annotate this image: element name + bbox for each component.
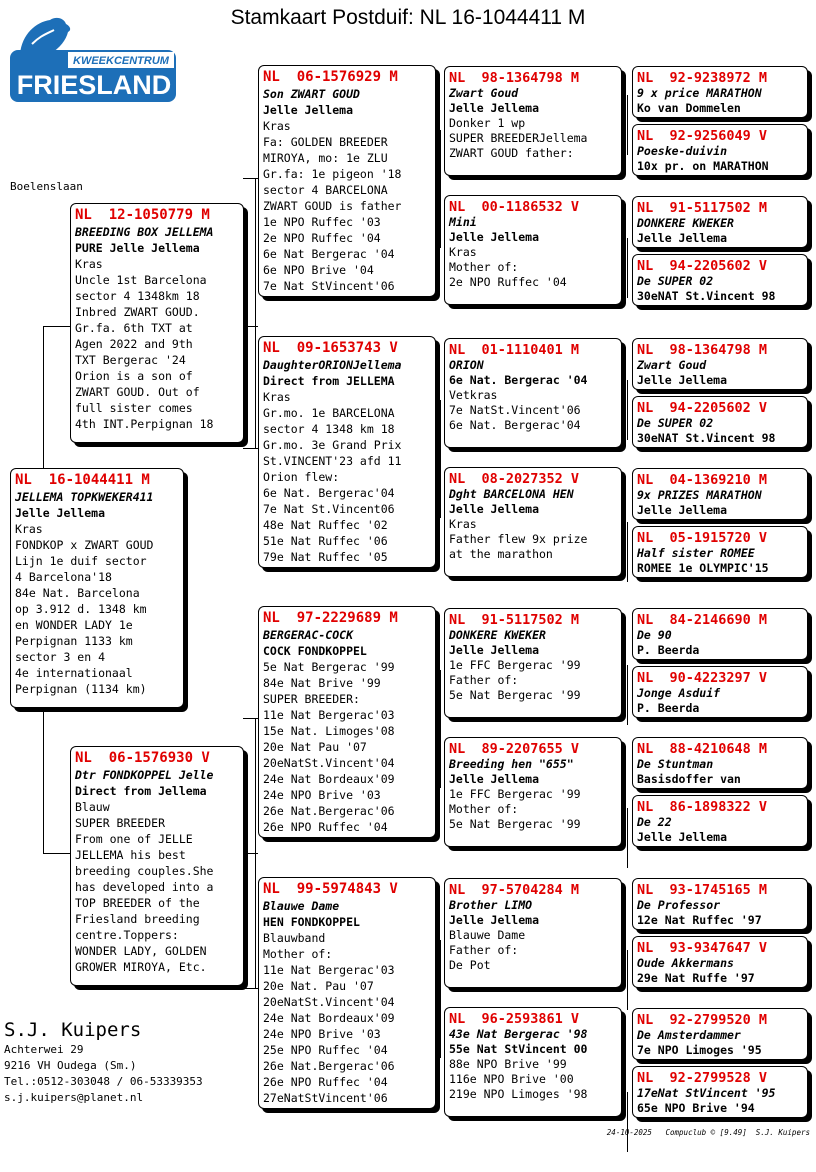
ring-number: NL 84-2146690 M xyxy=(637,612,768,628)
ring-number: NL 91-5117502 M xyxy=(637,200,768,216)
pigeon-owner: Jelle Jellema xyxy=(637,503,728,517)
detail-line: Kras xyxy=(15,522,43,536)
detail-line: Gr.mo. 1e BARCELONA xyxy=(263,406,395,420)
ring-number: NL 93-1745165 M xyxy=(637,882,768,898)
pigeon-card-fm[interactable] xyxy=(258,336,436,568)
detail-line: en WONDER LADY 1e xyxy=(15,618,133,632)
pigeon-card-gen4[interactable] xyxy=(632,1008,808,1060)
detail-line: SUPER BREEDER xyxy=(75,816,166,830)
pigeon-name: De Professor xyxy=(637,898,721,912)
pigeon-owner: Jelle Jellema xyxy=(449,502,540,516)
pigeon-owner: 6e Nat. Bergerac '04 xyxy=(449,373,588,387)
pigeon-name: BREEDING BOX JELLEMA xyxy=(75,225,214,239)
pigeon-card-gen3[interactable] xyxy=(444,195,622,305)
pigeon-card-subject[interactable] xyxy=(10,468,184,708)
pigeon-card-gen4[interactable] xyxy=(632,468,808,520)
detail-line: 25e NPO Ruffec '04 xyxy=(263,1043,388,1057)
pigeon-card-mother[interactable] xyxy=(70,746,244,986)
ring-number: NL 09-1653743 V xyxy=(263,340,398,356)
detail-line: 2e NPO Ruffec '04 xyxy=(263,231,381,245)
detail-line: ZWART GOUD is father xyxy=(263,199,402,213)
ring-number: NL 92-9238972 M xyxy=(637,70,768,86)
pigeon-owner: Jelle Jellema xyxy=(449,772,540,786)
svg-text:FRIESLAND: FRIESLAND xyxy=(16,70,172,100)
detail-line: 20e Nat. Pau '07 xyxy=(263,979,374,993)
detail-line: FONDKOP x ZWART GOUD xyxy=(15,538,154,552)
detail-line: 6e Nat. Bergerac'04 xyxy=(263,486,395,500)
pigeon-owner: Jelle Jellema xyxy=(15,506,106,520)
detail-line: 24e Nat Bordeaux'09 xyxy=(263,1011,395,1025)
ring-number: NL 16-1044411 M xyxy=(15,472,150,488)
detail-line: 88e NPO Brive '99 xyxy=(449,1057,567,1071)
pigeon-card-gen4[interactable] xyxy=(632,396,808,448)
detail-line: ZWART GOUD father: xyxy=(449,146,574,160)
pigeon-card-gen3[interactable] xyxy=(444,338,622,448)
detail-line: Donker 1 wp xyxy=(449,116,526,130)
detail-line: 11e Nat Bergerac'03 xyxy=(263,963,395,977)
detail-line: Blauwband xyxy=(263,931,326,945)
breeder-contact xyxy=(4,1018,203,1106)
pigeon-owner: P. Beerda xyxy=(637,643,700,657)
detail-line: 6e Nat Bergerac '04 xyxy=(263,247,395,261)
detail-line: 24e Nat Bordeaux'09 xyxy=(263,772,395,786)
pigeon-name: Dtr FONDKOPPEL Jelle xyxy=(75,768,214,782)
pigeon-name: De Amsterdammer xyxy=(637,1028,741,1042)
detail-line: Blauwe Dame xyxy=(449,928,526,942)
pigeon-name: Blauwe Dame xyxy=(263,899,340,913)
detail-line: centre.Toppers: xyxy=(75,928,179,942)
detail-line: Friesland breeding xyxy=(75,912,200,926)
pigeon-card-gen4[interactable] xyxy=(632,666,808,718)
detail-line: 24e NPO Brive '03 xyxy=(263,788,381,802)
pigeon-name: ORION xyxy=(449,358,484,372)
pigeon-owner: 7e NPO Limoges '95 xyxy=(637,1043,762,1057)
pigeon-owner: Jelle Jellema xyxy=(637,373,728,387)
detail-line: Fa: GOLDEN BREEDER xyxy=(263,135,388,149)
pigeon-owner: 30eNAT St.Vincent 98 xyxy=(637,431,776,445)
detail-line: Orion is a son of xyxy=(75,369,193,383)
pigeon-card-gen3[interactable] xyxy=(444,737,622,847)
pigeon-card-gen4[interactable] xyxy=(632,1066,808,1118)
detail-line: 51e Nat Ruffec '06 xyxy=(263,534,388,548)
pigeon-card-gen3[interactable] xyxy=(444,1007,622,1117)
detail-line: sector 3 en 4 xyxy=(15,650,106,664)
pigeon-card-gen4[interactable] xyxy=(632,196,808,248)
detail-line: 1e NPO Ruffec '03 xyxy=(263,215,381,229)
detail-line: 5e Nat Bergerac '99 xyxy=(263,660,395,674)
ring-number: NL 99-5974843 V xyxy=(263,881,398,897)
pigeon-name: 17eNat StVincent '95 xyxy=(637,1086,776,1100)
detail-line: 11e Nat Bergerac'03 xyxy=(263,708,395,722)
detail-line: MIROYA, mo: 1e ZLU xyxy=(263,151,388,165)
pigeon-name: Half sister ROMEE xyxy=(637,546,755,560)
pigeon-owner: COCK FONDKOPPEL xyxy=(263,644,367,658)
pigeon-owner: Basisdoffer van xyxy=(637,772,741,786)
detail-line: Kras xyxy=(75,257,103,271)
pigeon-owner: ROMEE 1e OLYMPIC'15 xyxy=(637,561,769,575)
pigeon-card-gen3[interactable] xyxy=(444,467,622,577)
pigeon-card-gen3[interactable] xyxy=(444,608,622,718)
detail-line: 48e Nat Ruffec '02 xyxy=(263,518,388,532)
ring-number: NL 98-1364798 M xyxy=(637,342,768,358)
pigeon-card-gen4[interactable] xyxy=(632,254,808,306)
detail-line: 26e Nat.Bergerac'06 xyxy=(263,1059,395,1073)
detail-line: Kras xyxy=(449,245,477,259)
detail-line: sector 4 BARCELONA xyxy=(263,183,388,197)
pigeon-owner: 65e NPO Brive '94 xyxy=(637,1101,755,1115)
detail-line: From one of JELLE xyxy=(75,832,193,846)
pigeon-card-gen4[interactable] xyxy=(632,526,808,578)
ring-number: NL 89-2207655 V xyxy=(449,741,580,757)
ring-number: NL 06-1576930 V xyxy=(75,750,210,766)
ring-number: NL 08-2027352 V xyxy=(449,471,580,487)
detail-line: has developed into a xyxy=(75,880,214,894)
kweekcentrum-friesland-logo xyxy=(10,14,176,102)
pigeon-card-gen4[interactable] xyxy=(632,795,808,847)
pigeon-card-gen4[interactable] xyxy=(632,737,808,789)
pigeon-name: DONKERE KWEKER xyxy=(637,216,734,230)
detail-line: ZWART GOUD. Out of xyxy=(75,385,200,399)
detail-line: SUPER BREEDERJellema xyxy=(449,131,588,145)
breeder-email[interactable]: s.j.kuipers@planet.nl xyxy=(4,1091,144,1104)
detail-line: TOP BREEDER of the xyxy=(75,896,200,910)
detail-line: 26e NPO Ruffec '04 xyxy=(263,820,388,834)
pigeon-name: Poeske-duivin xyxy=(637,144,728,158)
ring-number: NL 94-2205602 V xyxy=(637,400,768,416)
detail-line: Kras xyxy=(263,119,291,133)
detail-line: De Pot xyxy=(449,958,491,972)
breeder-phone: Tel.:0512-303048 / 06-53339353 xyxy=(4,1075,203,1088)
pigeon-owner: 55e Nat StVincent 00 xyxy=(449,1042,588,1056)
ring-number: NL 93-9347647 V xyxy=(637,940,768,956)
ring-number: NL 06-1576929 M xyxy=(263,69,398,85)
pigeon-name: De SUPER 02 xyxy=(637,274,714,288)
breeder-address-line: Achterwei 29 xyxy=(4,1043,84,1056)
footer-credit: 24-10-2025 Compuclub © [9.49] S.J. Kuipers xyxy=(606,1128,810,1137)
pigeon-card-gen4[interactable] xyxy=(632,338,808,390)
pigeon-owner: 30eNAT St.Vincent 98 xyxy=(637,289,776,303)
detail-line: 26e Nat.Bergerac'06 xyxy=(263,804,395,818)
pigeon-name: BERGERAC-COCK xyxy=(263,628,354,642)
pigeon-card-mf[interactable] xyxy=(258,606,436,838)
detail-line: 7e Nat StVincent'06 xyxy=(263,279,395,293)
detail-line: Mother of: xyxy=(449,802,519,816)
detail-line: 7e Nat St.Vincent06 xyxy=(263,502,395,516)
pigeon-owner: Jelle Jellema xyxy=(637,231,728,245)
pigeon-owner: Jelle Jellema xyxy=(263,103,354,117)
detail-line: 20e Nat Pau '07 xyxy=(263,740,367,754)
detail-line: 6e Nat. Bergerac'04 xyxy=(449,418,581,432)
pigeon-name: Mini xyxy=(449,215,477,229)
detail-line: 26e NPO Ruffec '04 xyxy=(263,1075,388,1089)
pigeon-name: DONKERE KWEKER xyxy=(449,628,546,642)
detail-line: Kras xyxy=(263,390,291,404)
pigeon-name: De 90 xyxy=(637,628,672,642)
pigeon-card-gen4[interactable] xyxy=(632,936,808,988)
ring-number: NL 88-4210648 M xyxy=(637,741,768,757)
pigeon-owner: Direct from Jellema xyxy=(75,784,207,798)
pigeon-name: Jonge Asduif xyxy=(637,686,721,700)
detail-line: 7e NatSt.Vincent'06 xyxy=(449,403,581,417)
detail-line: breeding couples.She xyxy=(75,864,214,878)
detail-line: Perpignan (1134 km) xyxy=(15,682,147,696)
detail-line: 219e NPO Limoges '98 xyxy=(449,1087,588,1101)
detail-line: 24e NPO Brive '03 xyxy=(263,1027,381,1041)
detail-line: 4th INT.Perpignan 18 xyxy=(75,417,214,431)
detail-line: sector 4 1348km 18 xyxy=(75,289,200,303)
detail-line: GROWER MIROYA, Etc. xyxy=(75,960,207,974)
detail-line: 15e Nat. Limoges'08 xyxy=(263,724,395,738)
detail-line: 20eNatSt.Vincent'04 xyxy=(263,995,395,1009)
detail-line: full sister comes xyxy=(75,401,193,415)
ring-number: NL 97-5704284 M xyxy=(449,882,580,898)
breeder-address-line: 9216 VH Oudega (Sm.) xyxy=(4,1059,137,1072)
pigeon-name: Breeding hen "655" xyxy=(449,757,574,771)
pigeon-name: 9x PRIZES MARATHON xyxy=(637,488,762,502)
pigeon-card-gen4[interactable] xyxy=(632,66,808,118)
ring-number: NL 04-1369210 M xyxy=(637,472,768,488)
pigeon-card-ff[interactable] xyxy=(258,65,436,297)
ring-number: NL 00-1186532 V xyxy=(449,199,580,215)
detail-line: Kras xyxy=(449,517,477,531)
svg-text:KWEEKCENTRUM: KWEEKCENTRUM xyxy=(73,55,169,67)
detail-line: Uncle 1st Barcelona xyxy=(75,273,207,287)
detail-line: 84e Nat. Barcelona xyxy=(15,586,140,600)
page-title: Stamkaart Postduif: NL 16-1044411 M xyxy=(230,6,586,29)
detail-line: WONDER LADY, GOLDEN xyxy=(75,944,207,958)
detail-line: Perpignan 1133 km xyxy=(15,634,133,648)
detail-line: 4e internationaal xyxy=(15,666,133,680)
detail-line: 116e NPO Brive '00 xyxy=(449,1072,574,1086)
pigeon-name: Dght BARCELONA HEN xyxy=(449,487,574,501)
detail-line: 5e Nat Bergerac '99 xyxy=(449,817,581,831)
detail-line: TXT Bergerac '24 xyxy=(75,353,186,367)
pigeon-card-gen3[interactable] xyxy=(444,878,622,988)
pigeon-card-gen4[interactable] xyxy=(632,878,808,930)
pigeon-icon xyxy=(20,18,70,54)
detail-line: sector 4 1348 km 18 xyxy=(263,422,395,436)
ring-number: NL 12-1050779 M xyxy=(75,207,210,223)
detail-line: Orion flew: xyxy=(263,470,340,484)
detail-line: Vetkras xyxy=(449,388,498,402)
ring-number: NL 86-1898322 V xyxy=(637,799,768,815)
detail-line: JELLEMA his best xyxy=(75,848,186,862)
ring-number: NL 98-1364798 M xyxy=(449,70,580,86)
pigeon-owner: Direct from JELLEMA xyxy=(263,374,395,388)
pigeon-owner: Jelle Jellema xyxy=(449,643,540,657)
pigeon-name: Zwart Goud xyxy=(637,358,707,372)
ring-number: NL 97-2229689 M xyxy=(263,610,398,626)
pigeon-name: De SUPER 02 xyxy=(637,416,714,430)
pigeon-name: Zwart Goud xyxy=(449,86,519,100)
detail-line: 27eNatStVincent'06 xyxy=(263,1091,388,1105)
detail-line: St.VINCENT'23 afd 11 xyxy=(263,454,402,468)
pigeon-owner: 10x pr. on MARATHON xyxy=(637,159,769,173)
detail-line: Mother of: xyxy=(449,260,519,274)
pigeon-owner: Ko van Dommelen xyxy=(637,101,741,115)
pigeon-name: 9 x price MARATHON xyxy=(637,86,762,100)
pigeon-name: Son ZWART GOUD xyxy=(263,87,360,101)
pigeon-name: Brother LIMO xyxy=(449,898,533,912)
detail-line: 6e NPO Brive '04 xyxy=(263,263,374,277)
pigeon-owner: 12e Nat Ruffec '97 xyxy=(637,913,762,927)
pigeon-name: De Stuntman xyxy=(637,757,714,771)
detail-line: Gr.mo. 3e Grand Prix xyxy=(263,438,402,452)
ring-number: NL 92-9256049 V xyxy=(637,128,768,144)
pigeon-owner: HEN FONDKOPPEL xyxy=(263,915,360,929)
ring-number: NL 96-2593861 V xyxy=(449,1011,580,1027)
ring-number: NL 94-2205602 V xyxy=(637,258,768,274)
detail-line: Inbred ZWART GOUD. xyxy=(75,305,200,319)
detail-line: 5e Nat Bergerac '99 xyxy=(449,688,581,702)
detail-line: Lijn 1e duif sector xyxy=(15,554,147,568)
detail-line: op 3.912 d. 1348 km xyxy=(15,602,147,616)
ring-number: NL 92-2799528 V xyxy=(637,1070,768,1086)
detail-line: at the marathon xyxy=(449,547,553,561)
ring-number: NL 92-2799520 M xyxy=(637,1012,768,1028)
breeder-name: S.J. Kuipers xyxy=(4,1019,142,1041)
pigeon-card-gen3[interactable] xyxy=(444,66,622,176)
ring-number: NL 90-4223297 V xyxy=(637,670,768,686)
detail-line: Gr.fa: 1e pigeon '18 xyxy=(263,167,402,181)
detail-line: 1e FFC Bergerac '99 xyxy=(449,787,581,801)
detail-line: 20eNatSt.Vincent'04 xyxy=(263,756,395,770)
detail-line: Gr.fa. 6th TXT at xyxy=(75,321,193,335)
detail-line: Father flew 9x prize xyxy=(449,532,588,546)
pigeon-owner: Jelle Jellema xyxy=(449,101,540,115)
detail-line: Blauw xyxy=(75,800,110,814)
location-label: Boelenslaan xyxy=(10,180,83,193)
pigeon-name: 43e Nat Bergerac '98 xyxy=(449,1027,588,1041)
detail-line: Father of: xyxy=(449,943,519,957)
pigeon-name: JELLEMA TOPKWEKER411 xyxy=(15,490,154,504)
ring-number: NL 01-1110401 M xyxy=(449,342,580,358)
pigeon-owner: Jelle Jellema xyxy=(449,913,540,927)
pigeon-card-mm[interactable] xyxy=(258,877,436,1109)
pigeon-owner: Jelle Jellema xyxy=(637,830,728,844)
ring-number: NL 05-1915720 V xyxy=(637,530,768,546)
pigeon-card-gen4[interactable] xyxy=(632,124,808,176)
detail-line: 4 Barcelona'18 xyxy=(15,570,112,584)
pigeon-card-gen4[interactable] xyxy=(632,608,808,660)
pigeon-card-father[interactable] xyxy=(70,203,244,443)
detail-line: Father of: xyxy=(449,673,519,687)
pigeon-name: DaughterORIONJellema xyxy=(263,358,402,372)
pigeon-owner: 29e Nat Ruffe '97 xyxy=(637,971,755,985)
detail-line: 2e NPO Ruffec '04 xyxy=(449,275,567,289)
pigeon-owner: Jelle Jellema xyxy=(449,230,540,244)
pigeon-name: Oude Akkermans xyxy=(637,956,734,970)
pigeon-owner: PURE Jelle Jellema xyxy=(75,241,200,255)
detail-line: Agen 2022 and 9th xyxy=(75,337,193,351)
pigeon-owner: P. Beerda xyxy=(637,701,700,715)
pigeon-name: De 22 xyxy=(637,815,672,829)
detail-line: 84e Nat Brive '99 xyxy=(263,676,381,690)
detail-line: 1e FFC Bergerac '99 xyxy=(449,658,581,672)
detail-line: Mother of: xyxy=(263,947,333,961)
detail-line: 79e Nat Ruffec '05 xyxy=(263,550,388,564)
ring-number: NL 91-5117502 M xyxy=(449,612,580,628)
detail-line: SUPER BREEDER: xyxy=(263,692,360,706)
